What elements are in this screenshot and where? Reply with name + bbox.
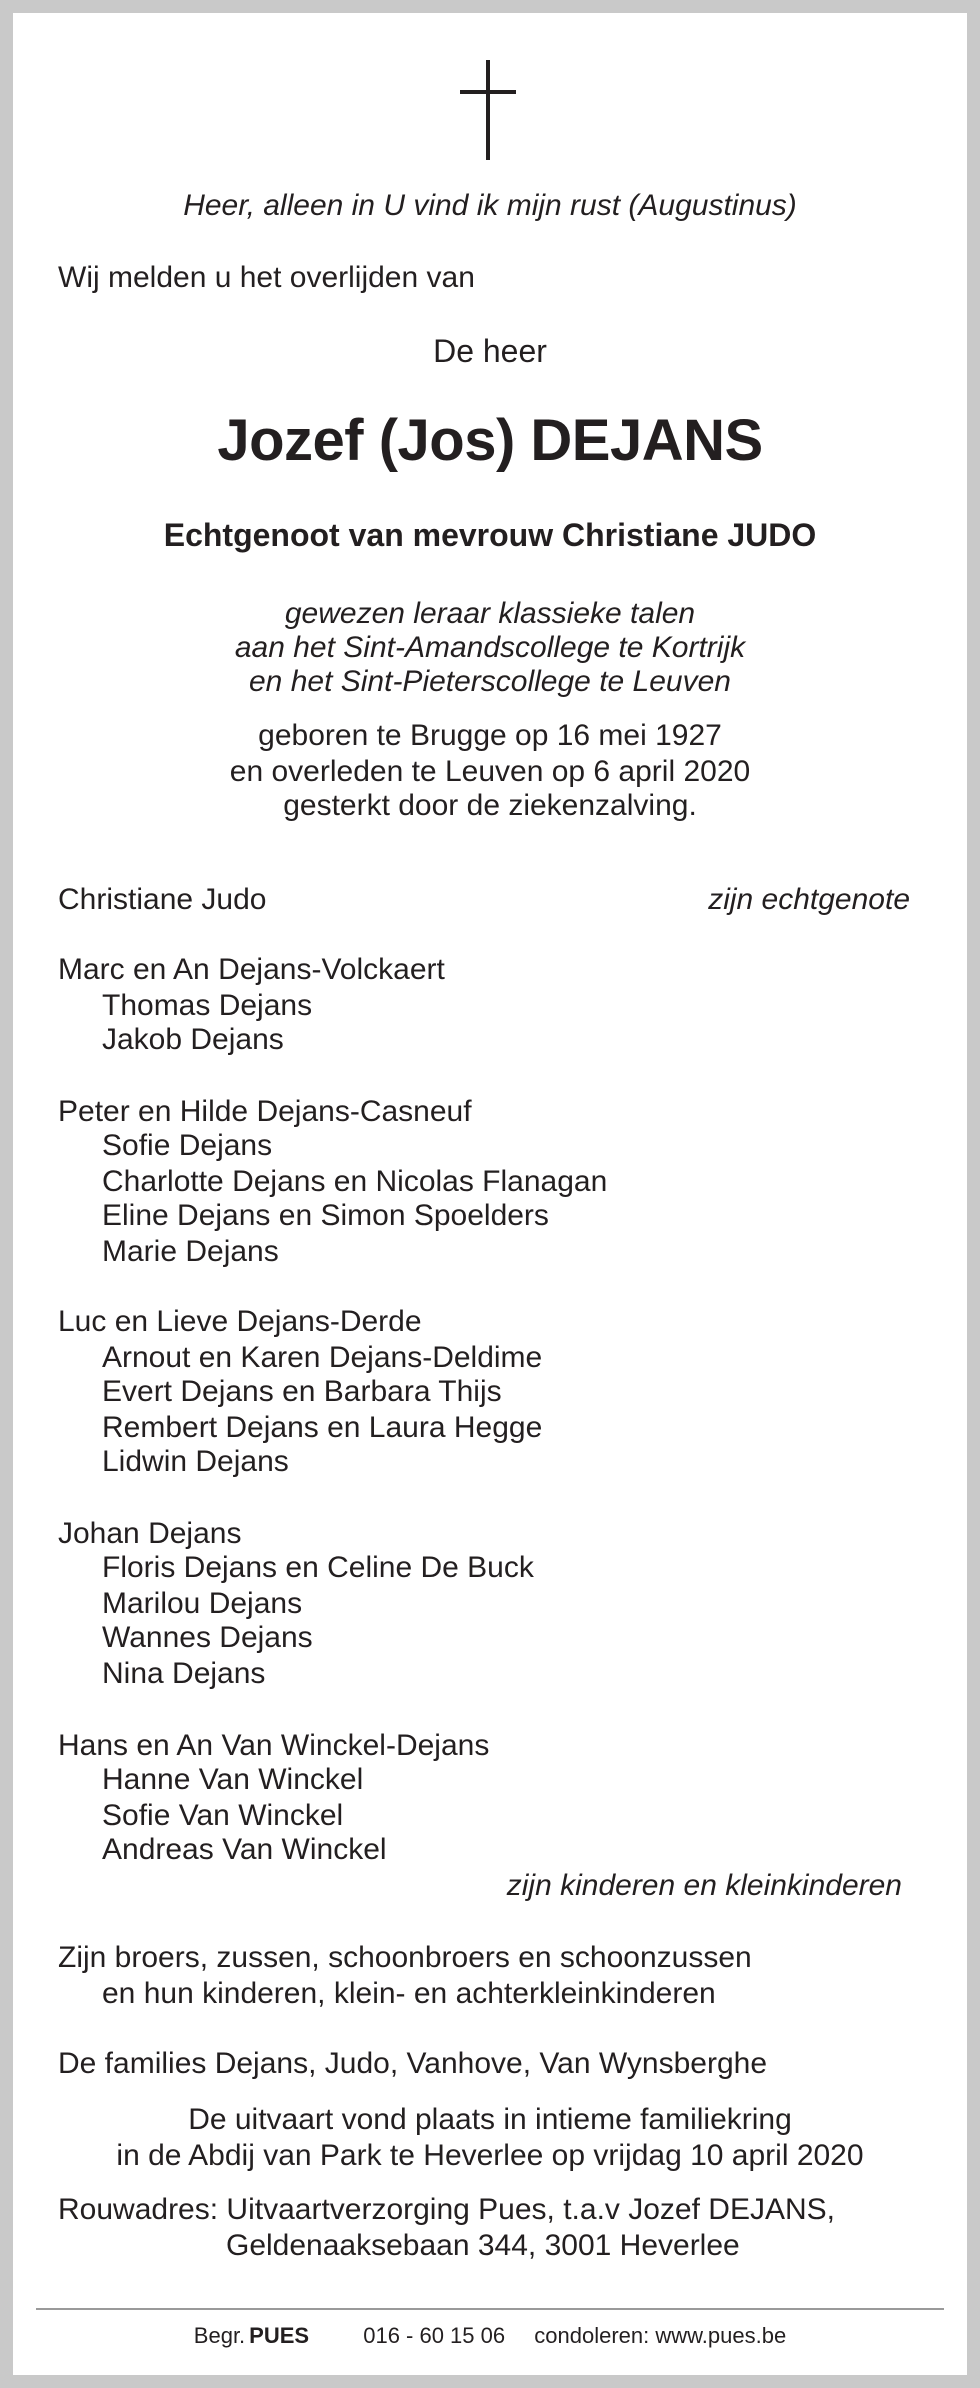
motto: Heer, alleen in U vind ik mijn rust (Augustinus) — [183, 189, 797, 222]
address-line: Rouwadres: Uitvaartverzorging Pues, t.a.v Jozef DEJANS, — [58, 2193, 835, 2226]
family-parent: Luc en Lieve Dejans-Derde — [58, 1305, 422, 1338]
families-line: De families Dejans, Judo, Vanhove, Van Wynsberghe — [58, 2047, 767, 2080]
career-line: en het Sint-Pieterscollege te Leuven — [249, 665, 731, 698]
family-child: Evert Dejans en Barbara Thijs — [102, 1375, 502, 1408]
life-line: gesterkt door de ziekenzalving. — [283, 789, 697, 822]
family-child: Eline Dejans en Simon Spoelders — [102, 1199, 549, 1232]
funeral-line: in de Abdij van Park te Heverlee op vrijdag 10 april 2020 — [116, 2139, 864, 2172]
life-line: en overleden te Leuven op 6 april 2020 — [229, 755, 751, 788]
family-child: Thomas Dejans — [102, 989, 313, 1022]
family-child: Hanne Van Winckel — [102, 1763, 364, 1796]
spouse-line: Echtgenoot van mevrouw Christiane JUDO — [163, 517, 817, 553]
family-child: Nina Dejans — [102, 1657, 266, 1690]
intro-text: Wij melden u het overlijden van — [58, 261, 475, 294]
family-child: Arnout en Karen Dejans-Deldime — [102, 1341, 543, 1374]
family-child: Charlotte Dejans en Nicolas Flanagan — [102, 1165, 608, 1198]
family-child: Sofie Dejans — [102, 1129, 273, 1162]
address-line: Geldenaaksebaan 344, 3001 Heverlee — [226, 2229, 740, 2262]
phone-number: 016 - 60 15 06 — [363, 2323, 506, 2348]
career-line: gewezen leraar klassieke talen — [284, 597, 696, 630]
funeral-line: De uitvaart vond plaats in intieme familiekring — [188, 2103, 792, 2136]
family-parent: Hans en An Van Winckel-Dejans — [58, 1729, 490, 1762]
family-parent: Peter en Hilde Dejans-Casneuf — [58, 1095, 472, 1128]
life-line: geboren te Brugge op 16 mei 1927 — [258, 719, 722, 752]
footer-divider — [36, 2308, 944, 2310]
siblings-line: en hun kinderen, klein- en achterkleinkinderen — [102, 1977, 716, 2010]
career-line: aan het Sint-Amandscollege te Kortrijk — [234, 631, 746, 664]
family-child: Wannes Dejans — [102, 1621, 313, 1654]
family-child: Rembert Dejans en Laura Hegge — [102, 1411, 543, 1444]
footer — [0, 2320, 980, 2352]
spouse-role: zijn echtgenote — [708, 883, 910, 916]
family-child: Lidwin Dejans — [102, 1445, 289, 1478]
family-child: Marilou Dejans — [102, 1587, 303, 1620]
deceased-name: Jozef (Jos) DEJANS — [217, 408, 763, 473]
begr-label: Begr. — [193, 2323, 246, 2348]
condolences-link[interactable]: condoleren: www.pues.be — [534, 2323, 787, 2348]
family-parent: Johan Dejans — [58, 1517, 242, 1550]
siblings-line: Zijn broers, zussen, schoonbroers en schoonzussen — [58, 1941, 752, 1974]
family-parent: Marc en An Dejans-Volckaert — [58, 953, 445, 986]
spouse-name: Christiane Judo — [58, 883, 267, 916]
family-child: Jakob Dejans — [102, 1023, 284, 1056]
family-child: Sofie Van Winckel — [102, 1799, 344, 1832]
family-child: Floris Dejans en Celine De Buck — [102, 1551, 534, 1584]
family-child: Marie Dejans — [102, 1235, 279, 1268]
salutation: De heer — [433, 333, 547, 369]
undertaker — [194, 2323, 318, 2348]
children-role: zijn kinderen en kleinkinderen — [506, 1869, 902, 1902]
undertaker-name: PUES — [249, 2323, 310, 2348]
family-child: Andreas Van Winckel — [102, 1833, 387, 1866]
cross-icon — [460, 60, 516, 160]
